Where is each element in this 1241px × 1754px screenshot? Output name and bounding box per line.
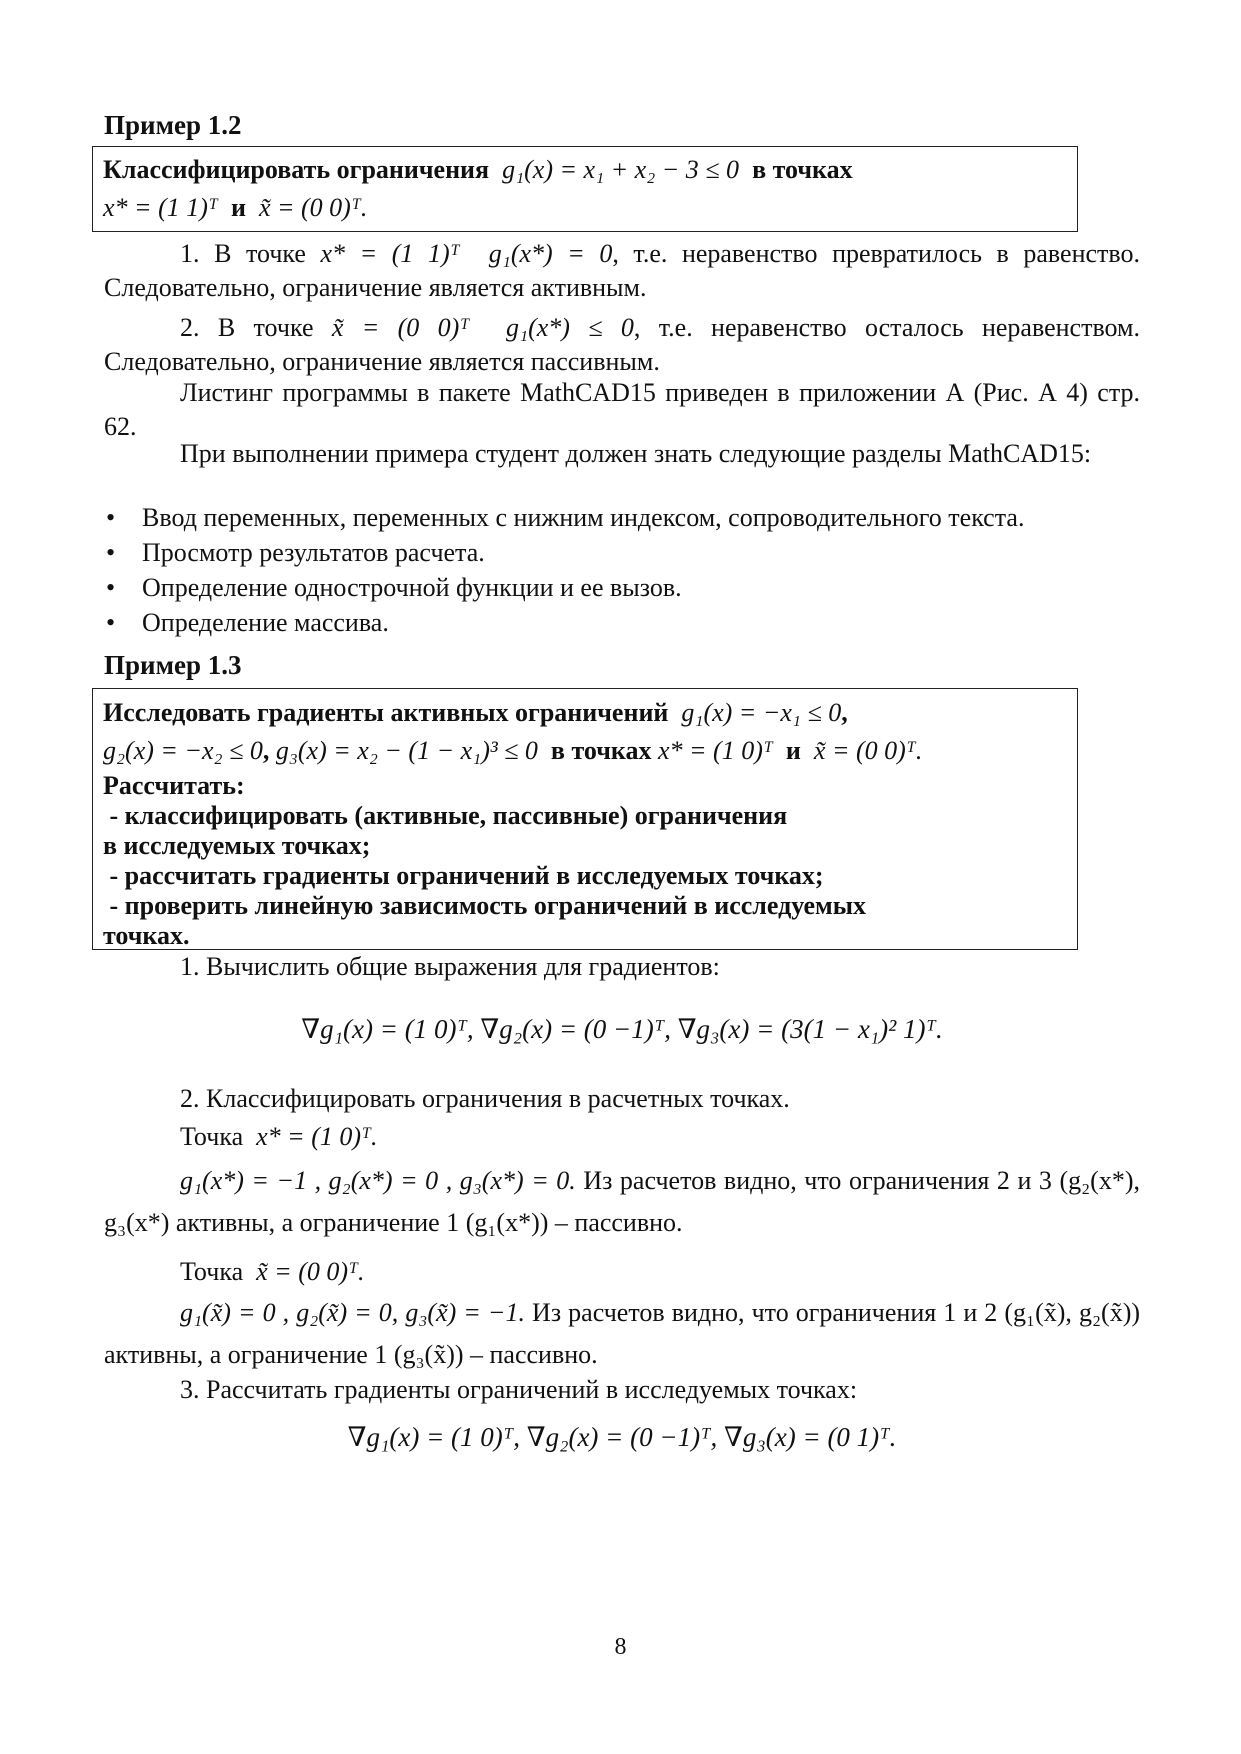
p1-formula-2: g₁(x*) = 0 xyxy=(488,239,613,268)
point-2-formula: x̃ = (0 0)ᵀ. xyxy=(256,1257,365,1286)
point-2-text: Из расчетов видно, что ограничения 1 и 2 (g₁(x̃), g₂(x̃)) активны, а ограничение 1 (g₃(x̃)) – пассивно. xyxy=(104,1298,1141,1369)
point-1-values: g₁(x*) = −1 , g₂(x*) = 0 , g₃(x*) = 0. xyxy=(180,1166,576,1195)
point-1-label: Точка xyxy=(180,1122,244,1151)
p1-end: , т.е. неравенство превратилось в равенство. Следовательно, ограничение является активным. xyxy=(104,239,1140,302)
p2-formula-2: g₁(x*) ≤ 0 xyxy=(506,313,634,342)
box-line-2: g₂(x) = −x₂ ≤ 0, g₃(x) = x₂ − (1 − x₁)³ ≤ 0 в точках x* = (1 0)ᵀ и x̃ = (0 0)ᵀ. xyxy=(103,736,923,765)
point-2-analysis xyxy=(104,1292,1140,1376)
list-item: • Ввод переменных, переменных с нижним индексом, сопроводительного текста. xyxy=(104,500,1140,535)
list-item: • Определение массива. xyxy=(104,605,1140,640)
point-1-formula: x* = (1 0)ᵀ. xyxy=(256,1122,378,1151)
point-1-text: Из расчетов видно, что ограничения 2 и 3 (g₂(x*), g₃(x*) активны, а ограничение 1 (g₁(x*)) – пассивно. xyxy=(104,1166,1140,1237)
constraint-formula: g₁(x) = x₁ + x₂ − 3 ≤ 0 xyxy=(502,155,740,184)
task-line-2 xyxy=(103,189,1067,227)
paragraph-2 xyxy=(104,311,1140,379)
p2-formula-1: x̃ = (0 0)ᵀ xyxy=(331,313,470,342)
box-line-3: Рассчитать: xyxy=(103,771,245,800)
box-line-8: точках. xyxy=(103,921,190,950)
task-tail: в точках xyxy=(752,155,853,184)
gradient-formula-points: ∇g₁(x) = (1 0)ᵀ, ∇g₂(x) = (0 −1)ᵀ, ∇g₃(x) = (0 1)ᵀ. xyxy=(347,1422,897,1452)
p2-end: , т.е. неравенство осталось неравенством. Следовательно, ограничение является пассивным. xyxy=(104,313,1141,376)
point-x-tilde: x̃ = (0 0)ᵀ. xyxy=(813,736,923,765)
step-3: 3. Рассчитать градиенты ограничений в исследуемых точках: xyxy=(180,1375,858,1404)
point-x-star: x* = (1 0)ᵀ xyxy=(657,736,773,765)
g1-formula: g₁(x) = −x₁ ≤ 0 xyxy=(681,698,842,727)
paragraph-requirements: При выполнении примера студент должен знать следующие разделы MathCAD15: xyxy=(180,439,1092,468)
list-item: • Определение однострочной функции и ее вызов. xyxy=(104,570,1140,605)
box-line-7: - проверить линейную зависимость ограничений в исследуемых xyxy=(103,891,866,920)
task-line-1 xyxy=(103,151,1067,189)
example-1-3-heading: Пример 1.3 xyxy=(104,650,242,680)
box-mid-text: в точках xyxy=(550,736,652,765)
g2-formula: g₂(x) = −x₂ ≤ 0 xyxy=(103,736,263,765)
p2-start: 2. В точке xyxy=(180,313,314,342)
conjunction: и xyxy=(785,736,801,765)
paragraph-1 xyxy=(104,237,1140,305)
point-2-label: Точка xyxy=(180,1257,244,1286)
gradient-formula-general: ∇g₁(x) = (1 0)ᵀ, ∇g₂(x) = (0 −1)ᵀ, ∇g₃(x) = (3(1 − x₁)² 1)ᵀ. xyxy=(301,1014,943,1044)
point-1-line xyxy=(104,1120,1140,1154)
example-1-2-task-box xyxy=(92,146,1078,232)
list-item: • Просмотр результатов расчета. xyxy=(104,535,1140,570)
box-line-1: Исследовать градиенты активных ограничений g₁(x) = −x₁ ≤ 0, xyxy=(103,698,848,727)
box-line-5: в исследуемых точках; xyxy=(103,831,371,860)
point-x-tilde: x̃ = (0 0)ᵀ. xyxy=(258,193,368,222)
step-2: 2. Классифицировать ограничения в расчетных точках. xyxy=(180,1084,790,1113)
example-1-3-task-box xyxy=(92,688,1078,950)
point-2-values: g₁(x̃) = 0 , g₂(x̃) = 0, g₃(x̃) = −1. xyxy=(180,1298,525,1327)
box-line-4: - классифицировать (активные, пассивные) ограничения xyxy=(103,801,788,830)
bullet-list xyxy=(104,500,1140,640)
example-1-2-heading: Пример 1.2 xyxy=(104,110,242,140)
point-1-analysis xyxy=(104,1160,1140,1244)
step-1: 1. Вычислить общие выражения для градиентов: xyxy=(180,952,720,981)
box-text-1: Исследовать градиенты активных ограничений xyxy=(103,698,669,727)
point-x-star: x* = (1 1)ᵀ xyxy=(103,193,218,222)
p1-formula-1: x* = (1 1)ᵀ xyxy=(320,239,460,268)
p1-start: 1. В точке xyxy=(180,239,306,268)
task-text: Классифицировать ограничения xyxy=(103,155,490,184)
point-2-line xyxy=(104,1255,1140,1289)
g3-formula: g₃(x) = x₂ − (1 − x₁)³ ≤ 0 xyxy=(275,736,538,765)
conjunction: и xyxy=(230,193,246,222)
paragraph-listing: Листинг программы в пакете MathCAD15 приведен в приложении А (Рис. А 4) стр. 62. xyxy=(104,378,1140,441)
page-number: 8 xyxy=(614,1634,627,1660)
box-line-6: - рассчитать градиенты ограничений в исследуемых точках; xyxy=(103,861,824,890)
